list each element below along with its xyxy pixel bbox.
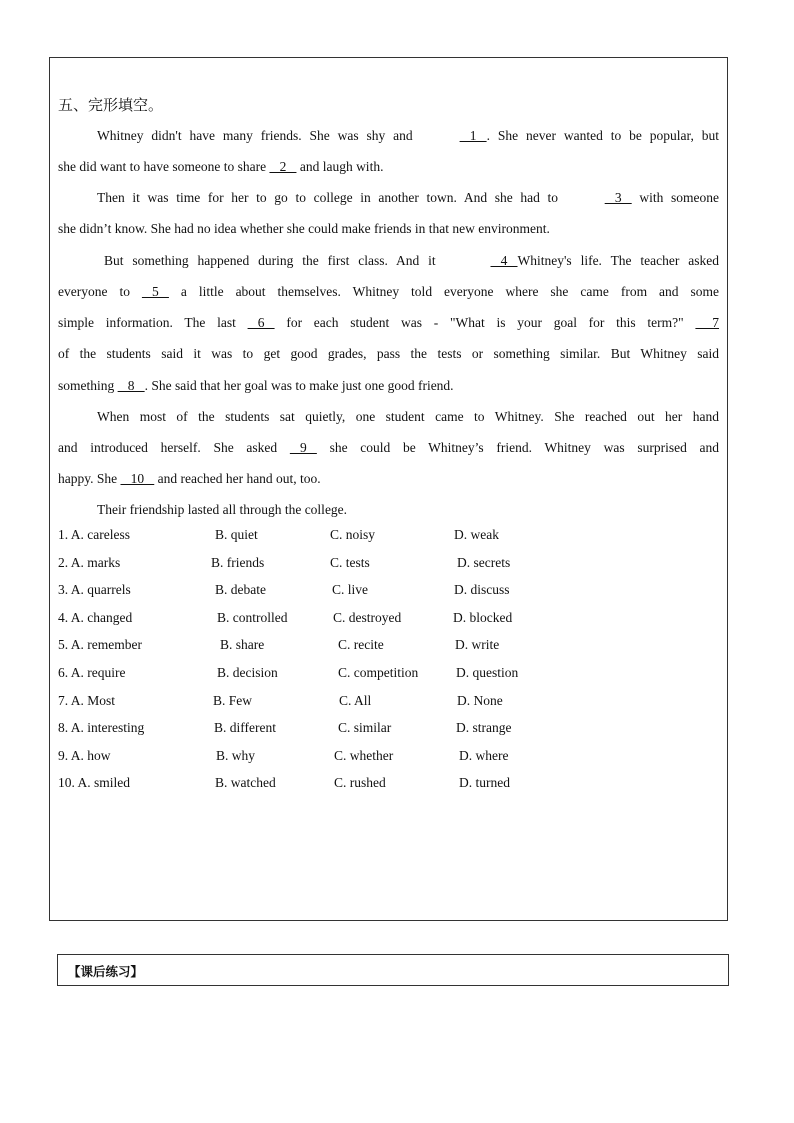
option-b: B. debate xyxy=(215,582,266,598)
option-c: C. tests xyxy=(330,554,370,570)
option-a: 9. A. how xyxy=(58,747,111,763)
option-a: 6. A. require xyxy=(58,664,126,680)
passage-line xyxy=(58,120,719,151)
option-b: B. different xyxy=(214,720,276,736)
blank-7: 7 xyxy=(695,315,720,330)
option-d: D. discuss xyxy=(454,582,510,598)
passage-line xyxy=(58,276,719,307)
option-d: D. question xyxy=(456,664,519,680)
passage-text: she did want to have someone to share xyxy=(58,159,267,174)
option-d: D. strange xyxy=(456,720,512,736)
passage-line xyxy=(58,370,719,401)
passage-text: a little about themselves. Whitney told everyone where she came from and some xyxy=(180,284,719,299)
passage-text: for each student was - "What is your goal for this term?" xyxy=(286,315,684,330)
passage-line xyxy=(58,182,719,213)
option-c: C. All xyxy=(339,692,372,708)
passage-line xyxy=(58,151,719,182)
option-b: B. quiet xyxy=(215,527,258,542)
passage-text: . She never wanted to be popular, but xyxy=(486,128,720,143)
option-c: C. live xyxy=(332,582,368,598)
option-d: D. turned xyxy=(459,775,510,791)
passage-line xyxy=(58,463,719,494)
option-c: C. recite xyxy=(338,637,384,653)
option-d: D. write xyxy=(455,637,500,653)
option-b: B. why xyxy=(216,747,256,763)
option-a: 7. A. Most xyxy=(58,692,116,708)
passage-line xyxy=(58,307,719,338)
after-class-exercise-label: 【课后练习】 xyxy=(68,964,144,979)
passage-line xyxy=(58,494,719,525)
option-b: B. decision xyxy=(217,664,278,680)
option-b: B. share xyxy=(220,637,265,653)
section-title: 五、完形填空。 xyxy=(58,96,164,114)
passage-text: everyone to xyxy=(58,284,130,299)
option-a: 4. A. changed xyxy=(58,609,133,625)
option-c: C. competition xyxy=(338,664,419,680)
passage-text: and introduced herself. She asked xyxy=(58,440,278,455)
option-c: C. similar xyxy=(338,720,392,736)
option-a: 10. A. smiled xyxy=(58,775,131,791)
passage-text: something xyxy=(58,378,115,393)
option-b: B. friends xyxy=(211,554,265,570)
passage-text: . She said that her goal was to make just one good friend. xyxy=(144,378,454,393)
option-b: B. Few xyxy=(213,692,253,708)
passage-text: happy. She xyxy=(58,471,118,486)
passage-text: of the students said it was to get good grades, pass the tests or something similar. But Whitney said xyxy=(58,346,719,361)
option-d: D. None xyxy=(457,692,503,708)
passage-text: When most of the students sat quietly, one student came to Whitney. She reached out her hand xyxy=(97,409,719,424)
passage-line xyxy=(58,401,719,432)
blank-3: 3 xyxy=(604,190,632,205)
option-c: C. destroyed xyxy=(333,609,402,625)
blank-4: 4 xyxy=(490,253,518,268)
option-c: C. whether xyxy=(334,747,394,763)
passage-text: Whitney didn't have many friends. She was shy and xyxy=(97,128,413,143)
after-class-exercise-box xyxy=(57,954,729,986)
passage-text: Whitney's life. The teacher asked xyxy=(517,253,720,268)
passage-text: she didn’t know. She had no idea whether she could make friends in that new environment. xyxy=(58,221,550,236)
blank-9: 9 xyxy=(289,440,317,455)
option-c: C. noisy xyxy=(330,527,376,542)
passage-text: Their friendship lasted all through the college. xyxy=(97,502,348,517)
passage-line xyxy=(58,432,719,463)
passage-line xyxy=(58,338,719,369)
option-a: 1. A. careless xyxy=(58,527,130,542)
option-a: 2. A. marks xyxy=(58,554,121,570)
option-a: 8. A. interesting xyxy=(58,720,145,736)
option-d: D. blocked xyxy=(453,609,513,625)
blank-5: 5 xyxy=(141,284,169,299)
passage-text: she could be Whitney’s friend. Whitney was surprised and xyxy=(329,440,720,455)
passage-text: with someone xyxy=(639,190,719,205)
passage-line xyxy=(58,213,719,244)
option-b: B. controlled xyxy=(217,609,288,625)
option-c: C. rushed xyxy=(334,775,386,791)
blank-6: 6 xyxy=(247,315,275,330)
blank-10: 10 xyxy=(120,471,155,486)
option-a: 5. A. remember xyxy=(58,637,142,653)
passage-text: But something happened during the first class. And it xyxy=(104,253,436,268)
option-d: D. where xyxy=(459,747,509,763)
passage-text: and reached her hand out, too. xyxy=(157,471,321,486)
option-d: D. secrets xyxy=(457,554,511,570)
option-a: 3. A. quarrels xyxy=(58,582,131,598)
passage-text: Then it was time for her to go to college in another town. And she had to xyxy=(97,190,559,205)
passage-text: simple information. The last xyxy=(58,315,236,330)
option-b: B. watched xyxy=(215,775,276,791)
passage-line xyxy=(58,245,719,276)
blank-2: 2 xyxy=(269,159,297,174)
blank-8: 8 xyxy=(117,378,145,393)
option-d: D. weak xyxy=(454,527,499,542)
passage-text: and laugh with. xyxy=(299,159,384,174)
blank-1: 1 xyxy=(459,128,487,143)
